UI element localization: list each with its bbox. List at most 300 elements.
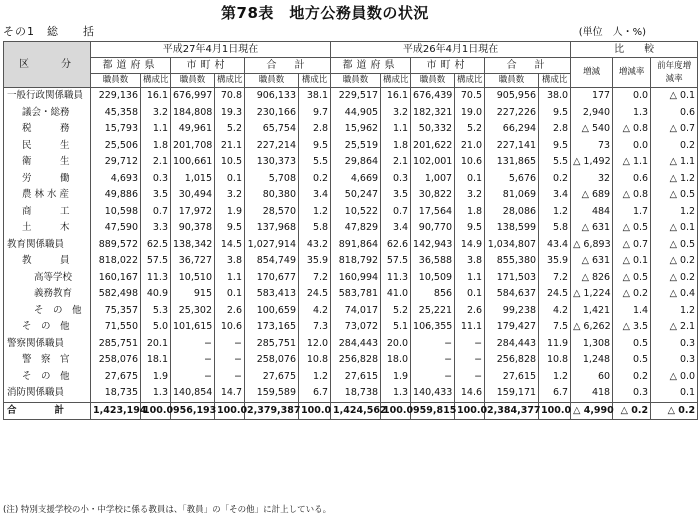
table-cell: 70.5: [455, 88, 485, 105]
table-cell: 100.0: [381, 402, 411, 420]
table-cell: 18.0: [381, 352, 411, 369]
footnote: (注) 特別支援学校の小・中学校に係る教員は、「教員」の「その他」に計上している。: [3, 505, 332, 515]
table-row: [4, 204, 698, 221]
table-cell: 173,165: [245, 319, 299, 336]
table-cell: 100.0: [141, 402, 171, 420]
table-cell: 1.1: [215, 270, 245, 287]
table-cell: 30,494: [171, 187, 215, 204]
table-row: [4, 121, 698, 138]
table-cell: 10.6: [455, 154, 485, 171]
header-ratio: 構成比: [299, 74, 331, 88]
table-cell: 1.1: [455, 270, 485, 287]
table-cell: 1,424,562: [331, 402, 381, 420]
table-cell: 1.2: [539, 369, 571, 386]
table-cell: 1,248: [571, 352, 613, 369]
row-label: 農 林 水 産: [4, 187, 91, 204]
table-row: [4, 319, 698, 336]
table-cell: 73,072: [331, 319, 381, 336]
table-cell: △ 0.5: [613, 220, 651, 237]
table-row: [4, 187, 698, 204]
table-cell: 856: [411, 286, 455, 303]
table-cell: 100.0: [215, 402, 245, 420]
table-cell: 889,572: [91, 237, 141, 254]
table-cell: 49,961: [171, 121, 215, 138]
table-cell: 80,380: [245, 187, 299, 204]
table-cell: 5.2: [381, 303, 411, 320]
table-cell: △ 0.5: [613, 270, 651, 287]
table-cell: 50,332: [411, 121, 455, 138]
header-period-2015: 平成27年4月1日現在: [91, 42, 331, 58]
table-cell: 0.6: [613, 171, 651, 188]
header-comparison: 比 較: [571, 42, 698, 58]
table-cell: 36,588: [411, 253, 455, 270]
table-cell: 2,379,387: [245, 402, 299, 420]
header-staff: 職員数: [485, 74, 539, 88]
table-cell: 130,373: [245, 154, 299, 171]
table-cell: 11.3: [381, 270, 411, 287]
table-cell: 1.9: [381, 369, 411, 386]
table-cell: 99,238: [485, 303, 539, 320]
row-label: そ の 他: [4, 319, 91, 336]
table-cell: 4.2: [299, 303, 331, 320]
table-cell: 1.2: [651, 204, 698, 221]
table-cell: 0.2: [539, 171, 571, 188]
table-cell: 7.5: [539, 319, 571, 336]
table-cell: 284,443: [331, 336, 381, 353]
table-cell: 70.8: [215, 88, 245, 105]
table-cell: 27,675: [91, 369, 141, 386]
header-ratio: 構成比: [539, 74, 571, 88]
table-cell: 227,226: [485, 105, 539, 122]
table-cell: 21.1: [215, 138, 245, 155]
table-cell: −: [215, 352, 245, 369]
table-cell: △ 6,893: [571, 237, 613, 254]
table-cell: 159,171: [485, 385, 539, 402]
table-cell: 1.3: [141, 385, 171, 402]
table-cell: 44,905: [331, 105, 381, 122]
table-cell: 9.5: [215, 220, 245, 237]
table-cell: 201,622: [411, 138, 455, 155]
table-cell: 3.5: [381, 187, 411, 204]
table-body: [4, 88, 698, 420]
table-cell: 9.5: [539, 105, 571, 122]
table-cell: △ 4,990: [571, 402, 613, 420]
table-cell: 27,675: [245, 369, 299, 386]
row-label: そ の 他: [4, 369, 91, 386]
header-municipalities: 市町村: [171, 58, 245, 74]
table-cell: 3.4: [381, 220, 411, 237]
table-row: [4, 336, 698, 353]
table-cell: 915: [171, 286, 215, 303]
table-cell: 0.3: [651, 336, 698, 353]
unit-label: (単位 人・%): [578, 27, 646, 38]
table-cell: 35.9: [299, 253, 331, 270]
table-cell: 818,022: [91, 253, 141, 270]
table-cell: 1,034,807: [485, 237, 539, 254]
table-cell: 676,439: [411, 88, 455, 105]
table-cell: 0.6: [651, 105, 698, 122]
table-cell: 10,509: [411, 270, 455, 287]
table-cell: −: [455, 352, 485, 369]
table-cell: 5,708: [245, 171, 299, 188]
table-cell: 10,522: [331, 204, 381, 221]
header-prefectures: 都道府県: [331, 58, 411, 74]
table-cell: 24.5: [539, 286, 571, 303]
table-cell: 905,956: [485, 88, 539, 105]
table-cell: 138,342: [171, 237, 215, 254]
table-cell: 17,564: [411, 204, 455, 221]
table-row: [4, 402, 698, 420]
table-cell: 90,378: [171, 220, 215, 237]
table-cell: △ 540: [571, 121, 613, 138]
table-cell: 14.7: [215, 385, 245, 402]
table-cell: 29,712: [91, 154, 141, 171]
table-cell: −: [171, 352, 215, 369]
row-label: 税 務: [4, 121, 91, 138]
table-cell: 258,076: [245, 352, 299, 369]
table-cell: 584,637: [485, 286, 539, 303]
table-cell: 3.8: [215, 253, 245, 270]
table-cell: 285,751: [91, 336, 141, 353]
table-cell: 1.3: [613, 105, 651, 122]
table-cell: 16.1: [141, 88, 171, 105]
table-cell: 10.8: [539, 352, 571, 369]
table-cell: 18,735: [91, 385, 141, 402]
table-cell: 179,427: [485, 319, 539, 336]
table-cell: 1,421: [571, 303, 613, 320]
table-cell: 1.1: [381, 121, 411, 138]
row-label: 高等学校: [4, 270, 91, 287]
header-ratio: 構成比: [455, 74, 485, 88]
table-cell: 256,828: [331, 352, 381, 369]
table-cell: 142,943: [411, 237, 455, 254]
table-cell: 0.1: [455, 171, 485, 188]
row-label: 土 木: [4, 220, 91, 237]
table-cell: 3.2: [381, 105, 411, 122]
table-cell: 2.1: [381, 154, 411, 171]
table-cell: 10.6: [215, 319, 245, 336]
table-row: [4, 369, 698, 386]
table-cell: △ 0.1: [613, 253, 651, 270]
table-cell: 227,214: [245, 138, 299, 155]
table-cell: 25,221: [411, 303, 455, 320]
table-cell: 0.3: [651, 352, 698, 369]
table-cell: △ 0.5: [651, 237, 698, 254]
table-cell: 45,358: [91, 105, 141, 122]
table-cell: 229,517: [331, 88, 381, 105]
table-cell: 256,828: [485, 352, 539, 369]
table-cell: △ 0.4: [651, 286, 698, 303]
row-label: 議会・総務: [4, 105, 91, 122]
table-cell: 484: [571, 204, 613, 221]
table-cell: 41.0: [381, 286, 411, 303]
table-cell: 60: [571, 369, 613, 386]
table-cell: −: [455, 369, 485, 386]
table-cell: −: [215, 369, 245, 386]
table-row: [4, 237, 698, 254]
table-cell: 1.8: [455, 204, 485, 221]
table-row: [4, 253, 698, 270]
table-cell: △ 0.0: [651, 369, 698, 386]
table-cell: 5.2: [215, 121, 245, 138]
table-cell: 177: [571, 88, 613, 105]
table-cell: 49,886: [91, 187, 141, 204]
section-label: その1 総 括: [3, 25, 95, 38]
table-cell: 27,615: [485, 369, 539, 386]
table-cell: 0.1: [215, 171, 245, 188]
table-cell: 20.1: [141, 336, 171, 353]
table-cell: 47,829: [331, 220, 381, 237]
header-period-2014: 平成26年4月1日現在: [331, 42, 571, 58]
table-title: 第78表 地方公務員数の状況: [221, 4, 429, 22]
table-cell: △ 0.7: [613, 237, 651, 254]
table-cell: 90,770: [411, 220, 455, 237]
table-cell: △ 1,492: [571, 154, 613, 171]
header-staff: 職員数: [411, 74, 455, 88]
table-cell: 29,864: [331, 154, 381, 171]
table-cell: 0.7: [141, 204, 171, 221]
table-cell: 106,355: [411, 319, 455, 336]
table-cell: 11.1: [455, 319, 485, 336]
table-cell: △ 0.1: [651, 88, 698, 105]
header-staff: 職員数: [245, 74, 299, 88]
table-cell: 1,007: [411, 171, 455, 188]
table-cell: 227,141: [485, 138, 539, 155]
table-cell: 57.5: [141, 253, 171, 270]
table-cell: 140,433: [411, 385, 455, 402]
header-ratio: 構成比: [381, 74, 411, 88]
table-cell: 32: [571, 171, 613, 188]
table-cell: 7.2: [539, 270, 571, 287]
table-cell: 10,510: [171, 270, 215, 287]
table-cell: 854,749: [245, 253, 299, 270]
table-cell: 81,069: [485, 187, 539, 204]
table-cell: 137,968: [245, 220, 299, 237]
table-cell: 855,380: [485, 253, 539, 270]
table-cell: 1.4: [613, 303, 651, 320]
table-cell: △ 631: [571, 220, 613, 237]
table-cell: 7.3: [299, 319, 331, 336]
table-cell: 891,864: [331, 237, 381, 254]
table-cell: 102,001: [411, 154, 455, 171]
table-cell: 2.8: [299, 121, 331, 138]
table-cell: 100.0: [299, 402, 331, 420]
table-cell: 0.5: [613, 352, 651, 369]
header-total: 合 計: [485, 58, 571, 74]
table-cell: 0.2: [613, 369, 651, 386]
table-cell: 0.3: [613, 385, 651, 402]
table-cell: 3.3: [141, 220, 171, 237]
table-cell: 0.3: [141, 171, 171, 188]
table-cell: △ 826: [571, 270, 613, 287]
header-staff: 職員数: [171, 74, 215, 88]
table-cell: 0.2: [299, 171, 331, 188]
table-cell: 16.1: [381, 88, 411, 105]
table-cell: △ 0.1: [651, 220, 698, 237]
table-cell: 140,854: [171, 385, 215, 402]
table-cell: 100,659: [245, 303, 299, 320]
table-cell: 66,294: [485, 121, 539, 138]
table-cell: △ 0.2: [613, 402, 651, 420]
table-cell: 5.8: [539, 220, 571, 237]
table-cell: 1.9: [141, 369, 171, 386]
header-prev-rate: 前年度増減率: [651, 58, 698, 88]
table-cell: 18.1: [141, 352, 171, 369]
table-cell: 956,193: [171, 402, 215, 420]
table-cell: 0.0: [613, 88, 651, 105]
table-cell: 47,590: [91, 220, 141, 237]
table-cell: △ 0.7: [651, 121, 698, 138]
table-cell: 3.2: [455, 187, 485, 204]
table-cell: 43.4: [539, 237, 571, 254]
table-cell: 171,503: [485, 270, 539, 287]
table-cell: △ 6,262: [571, 319, 613, 336]
table-cell: 0.3: [381, 171, 411, 188]
table-row: [4, 220, 698, 237]
table-row: [4, 303, 698, 320]
staff-table: [3, 41, 698, 420]
table-row: [4, 154, 698, 171]
table-cell: 201,708: [171, 138, 215, 155]
table-cell: 5.2: [455, 121, 485, 138]
table-cell: 1.2: [299, 369, 331, 386]
table-cell: 9.7: [299, 105, 331, 122]
table-cell: 2.1: [141, 154, 171, 171]
table-cell: 1,027,914: [245, 237, 299, 254]
table-cell: −: [171, 369, 215, 386]
table-cell: 74,017: [331, 303, 381, 320]
table-row: [4, 385, 698, 402]
header-change-rate: 増減率: [613, 58, 651, 88]
row-label: 警察関係職員: [4, 336, 91, 353]
table-cell: 43.2: [299, 237, 331, 254]
table-cell: 818,792: [331, 253, 381, 270]
table-cell: △ 0.8: [613, 121, 651, 138]
table-cell: 2,384,377: [485, 402, 539, 420]
table-cell: 11.3: [141, 270, 171, 287]
table-cell: 19.0: [455, 105, 485, 122]
table-row: [4, 88, 698, 105]
table-cell: 1,308: [571, 336, 613, 353]
table-cell: 75,357: [91, 303, 141, 320]
table-cell: 100,661: [171, 154, 215, 171]
table-row: [4, 352, 698, 369]
header-prefectures: 都道府県: [91, 58, 171, 74]
table-row: [4, 171, 698, 188]
table-cell: 10.5: [215, 154, 245, 171]
table-cell: 6.7: [299, 385, 331, 402]
header-staff: 職員数: [91, 74, 141, 88]
row-label: 警 察 官: [4, 352, 91, 369]
table-cell: 1.2: [539, 204, 571, 221]
table-cell: 2.8: [539, 121, 571, 138]
table-cell: 0.1: [455, 286, 485, 303]
table-cell: 3.5: [141, 187, 171, 204]
table-cell: 5.3: [141, 303, 171, 320]
table-cell: 9.5: [539, 138, 571, 155]
row-label: 労 働: [4, 171, 91, 188]
table-cell: 65,754: [245, 121, 299, 138]
table-cell: 3.2: [215, 187, 245, 204]
table-cell: 12.0: [299, 336, 331, 353]
table-cell: 10.8: [299, 352, 331, 369]
table-cell: 5.5: [539, 154, 571, 171]
table-cell: 15,962: [331, 121, 381, 138]
table-cell: 38.1: [299, 88, 331, 105]
table-cell: 583,413: [245, 286, 299, 303]
table-cell: 62.6: [381, 237, 411, 254]
table-cell: −: [215, 336, 245, 353]
table-cell: 62.5: [141, 237, 171, 254]
table-cell: 28,086: [485, 204, 539, 221]
table-cell: 1.7: [613, 204, 651, 221]
table-cell: 0.7: [381, 204, 411, 221]
table-cell: 159,589: [245, 385, 299, 402]
table-cell: 3.4: [539, 187, 571, 204]
table-cell: 284,443: [485, 336, 539, 353]
table-cell: 1,015: [171, 171, 215, 188]
header-staff: 職員数: [331, 74, 381, 88]
table-cell: 73: [571, 138, 613, 155]
row-label: 消防関係職員: [4, 385, 91, 402]
table-cell: 9.5: [299, 138, 331, 155]
table-cell: 36,727: [171, 253, 215, 270]
table-cell: 5.1: [381, 319, 411, 336]
table-cell: △ 2.1: [651, 319, 698, 336]
row-label: 合 計: [4, 402, 91, 420]
table-cell: 25,506: [91, 138, 141, 155]
row-label: 一般行政関係職員: [4, 88, 91, 105]
table-cell: 35.9: [539, 253, 571, 270]
table-cell: 2,940: [571, 105, 613, 122]
table-cell: 582,498: [91, 286, 141, 303]
table-cell: 138,599: [485, 220, 539, 237]
header-total: 合 計: [245, 58, 331, 74]
table-cell: 906,133: [245, 88, 299, 105]
table-cell: △ 1.2: [651, 171, 698, 188]
table-cell: 1.8: [381, 138, 411, 155]
table-cell: 3.8: [455, 253, 485, 270]
table-cell: △ 1,224: [571, 286, 613, 303]
table-cell: −: [455, 336, 485, 353]
table-cell: 71,550: [91, 319, 141, 336]
table-cell: 50,247: [331, 187, 381, 204]
table-cell: −: [411, 336, 455, 353]
header-category: 区 分: [4, 42, 91, 88]
table-cell: 1.1: [141, 121, 171, 138]
table-cell: 40.9: [141, 286, 171, 303]
table-cell: 27,615: [331, 369, 381, 386]
table-cell: 30,822: [411, 187, 455, 204]
row-label: 教 員: [4, 253, 91, 270]
table-cell: 5.8: [299, 220, 331, 237]
table-cell: 1.3: [381, 385, 411, 402]
header-ratio: 構成比: [141, 74, 171, 88]
table-cell: 1.8: [141, 138, 171, 155]
table-cell: 160,167: [91, 270, 141, 287]
table-cell: 583,781: [331, 286, 381, 303]
table-cell: △ 0.5: [651, 187, 698, 204]
table-cell: 2.6: [215, 303, 245, 320]
table-cell: △ 0.8: [613, 187, 651, 204]
table-cell: 25,519: [331, 138, 381, 155]
table-cell: 38.0: [539, 88, 571, 105]
table-cell: 184,808: [171, 105, 215, 122]
row-label: 民 生: [4, 138, 91, 155]
row-label: 衛 生: [4, 154, 91, 171]
table-cell: 1.2: [299, 204, 331, 221]
table-cell: 1.9: [215, 204, 245, 221]
